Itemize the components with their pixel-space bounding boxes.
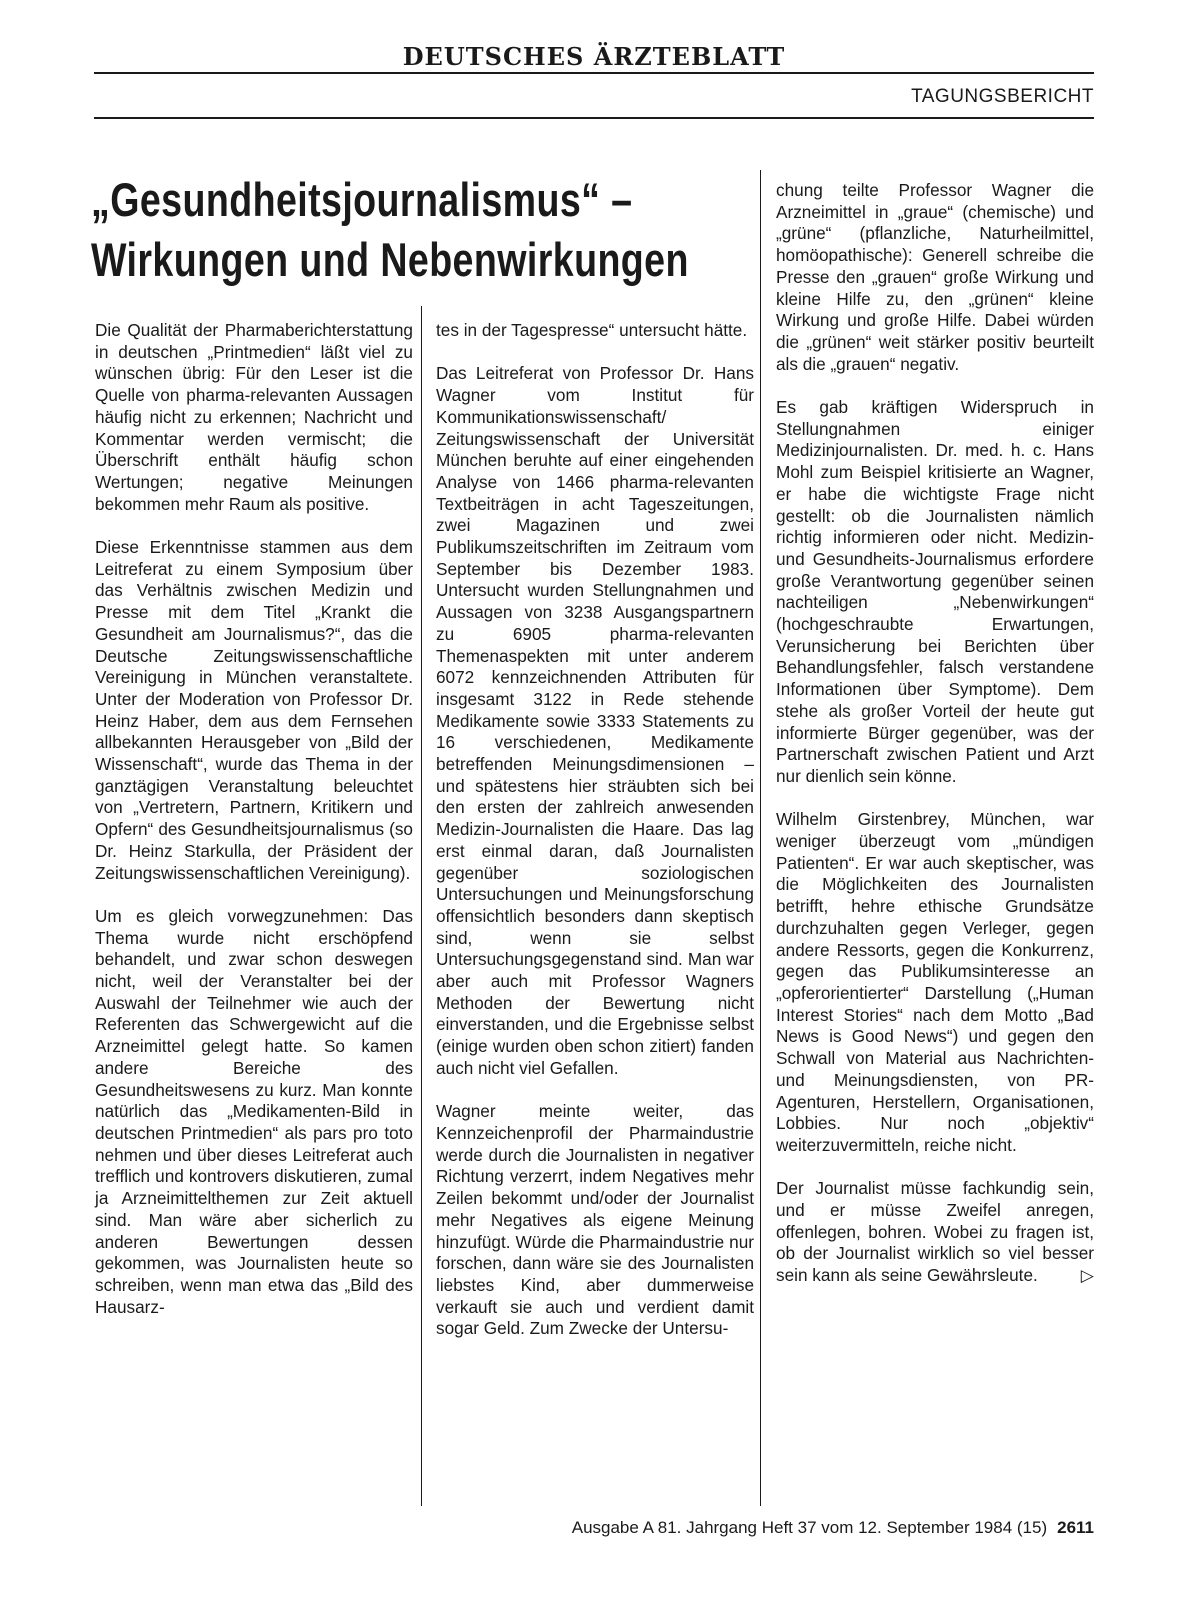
article-column-1 [95, 320, 413, 1340]
masthead: DEUTSCHES ÄRZTEBLATT [402, 42, 786, 71]
headline-line-1: „Gesundheitsjournalismus“ – [91, 173, 633, 226]
column-divider [760, 170, 761, 1506]
paragraph: Um es gleich vorwegzunehmen: Das Thema wurde nicht erschöpfend behandelt, und zwar schon deswegen nicht, weil der Veranstalter bei der Auswahl der Teilnehmer wie auch der Referenten das Schwergewicht auf die Arzneimittel gelegt hatte. So kamen andere Bereiche des Gesundheitswesens zu kurz. Man konnte natürlich das „Medikamenten-Bild in deutschen Printmedien“ als pars pro toto nehmen und über dieses Leitreferat auch trefflich und kontrovers diskutieren, zumal ja Arzneimittelthemen zur Zeit aktuell sind. Man wäre aber sicherlich zu anderen Bewertungen dessen gekommen, was Journalisten heute so schreiben, wenn man etwa das „Bild des Hausarz- [95, 905, 413, 1317]
headline-line-2: Wirkungen und Nebenwirkungen [91, 233, 689, 286]
paragraph: Wagner meinte weiter, das Kennzeichenprofil der Pharmaindustrie werde durch die Journalisten in negativer Richtung verzerrt, indem Negatives mehr Zeilen bekommt und/oder der Journalist mehr Negatives als eigene Meinung hinzufügt. Würde die Pharmaindustrie nur forschen, dann wäre sie des Journalisten liebstes Kind, aber dummerweise verkauft sie auch und verdient damit sogar Geld. Zum Zwecke der Untersu- [436, 1101, 754, 1339]
page-number: 2611 [1057, 1518, 1094, 1537]
issue-info: Ausgabe A 81. Jahrgang Heft 37 vom 12. September 1984 (15) [571, 1518, 1048, 1537]
continued-arrow-icon: ▷ [1080, 1265, 1094, 1286]
paragraph: Es gab kräftigen Widerspruch in Stellungnahmen einiger Medizinjournalisten. Dr. med. h. c. Hans Mohl zum Beispiel kritisierte an Wagner, er habe die wichtigste Frage nicht gestellt: ob die Journalisten nämlich richtig informieren oder nicht. Medizin- und Gesundheits-Journalismus erfordere große Verantwortung gegenüber seinen nachteiligen „Nebenwirkungen“ (hochgeschraubte Erwartungen, Verunsicherung bei Berichten über Behandlungsfehler, falsch verstandene Informationen über Symptome). Dem stehe als großer Vorteil der heute gut informierte Bürger gegenüber, was der Partnerschaft zwischen Patient und Arzt nur dienlich sein könne. [776, 397, 1094, 786]
section-label: TAGUNGSBERICHT [911, 86, 1094, 107]
paragraph: Das Leitreferat von Professor Dr. Hans Wagner vom Institut für Kommunikationswissenschaft/ Zeitungswissenschaft der Universität München beruhte auf einer eingehenden Analyse von 1466 pharma-relevanten Textbeiträgen in acht Tageszeitungen, zwei Magazinen und zwei Publikumszeitschriften im Zeitraum vom September bis Dezember 1983. Untersucht wurden Stellungnahmen und Aussagen von 3238 Ausgangspartnern zu 6905 pharma-relevanten Themenaspekten mit unter anderem 6072 kennzeichnenden Attributen für insgesamt 3122 in Rede stehende Medikamente sowie 3333 Statements zu 16 verschiedenen, Medikamente betreffenden Meinungsdimensionen – und spätestens hier sträubten sich bei den ersten der zahlreich anwesenden Medizin-Journalisten die Haare. Das lag erst einmal daran, daß Journalisten gegenüber soziologischen Untersuchungen und Meinungsforschung offensichtlich besonders dann skeptisch sind, wenn sie selbst Untersuchungsgegenstand sind. Man war aber auch mit Professor Wagners Methoden der Bewertung nicht einverstanden, und die Ergebnisse selbst (einige wurden oben schon zitiert) fanden auch nicht viel Gefallen. [436, 363, 754, 1078]
paragraph: chung teilte Professor Wagner die Arzneimittel in „graue“ (chemische) und „grüne“ (pflanzliche, Naturheilmittel, homöopathische): Generell schreibe die Presse den „grauen“ große Wirkung und kleine Hilfe zu, den „grünen“ kleine Wirkung und große Hilfe. Dabei würden die „grünen“ weit stärker positiv beurteilt als die „grauen“ negativ. [776, 180, 1094, 374]
paragraph: Die Qualität der Pharmaberichterstattung in deutschen „Printmedien“ läßt viel zu wünschen übrig: Für den Leser ist die Quelle von pharma-relevanten Aussagen häufig nicht zu erkennen; Nachricht und Kommentar werden vermischt; die Überschrift enthält häufig schon Wertungen; negative Meinungen bekommen mehr Raum als positive. [95, 320, 413, 514]
paragraph-text: Der Journalist müsse fachkundig sein, und er müsse Zweifel anregen, offenlegen, bohren. Wobei zu fragen ist, ob der Journalist wirklich so viel besser sein kann als seine Gewährsleute. [776, 1178, 1094, 1286]
page-footer [572, 1518, 1094, 1538]
article-headline [91, 170, 689, 290]
masthead-rule [94, 72, 1094, 74]
paragraph: Diese Erkenntnisse stammen aus dem Leitreferat zu einem Symposium über das Verhältnis zwischen Medizin und Presse mit dem Titel „Krankt die Gesundheit am Journalismus?“, das die Deutsche Zeitungswissenschaftliche Vereinigung in München veranstaltete. Unter der Moderation von Professor Dr. Heinz Haber, dem aus dem Fernsehen allbekannten Herausgeber von „Bild der Wissenschaft“, wurde das Thema in der ganztägigen Veranstaltung beleuchtet von „Vertretern, Partnern, Kritikern und Opfern“ des Gesundheitsjournalismus (so Dr. Heinz Starkulla, der Präsident der Zeitungswissenschaftlichen Vereinigung). [95, 537, 413, 883]
column-divider [421, 306, 422, 1506]
paragraph [776, 1178, 1094, 1287]
section-rule [94, 117, 1094, 119]
article-column-2 [436, 320, 754, 1362]
article-column-3 [776, 180, 1094, 1309]
paragraph: tes in der Tagespresse“ untersucht hätte. [436, 320, 748, 340]
paragraph: Wilhelm Girstenbrey, München, war weniger überzeugt vom „mündigen Patienten“. Er war auch skeptischer, was die Möglichkeiten des Journalisten betrifft, hehre ethische Grundsätze durchzuhalten gegen Verleger, gegen andere Ressorts, gegen die Konkurrenz, gegen das Publikumsinteresse an „opferorientierter“ Darstellung („Human Interest Stories“ nach dem Motto „Bad News is Good News“) und gegen den Schwall von Material aus Nachrichten- und Meinungsdiensten, von PR-Agenturen, Herstellern, Organisationen, Lobbies. Nur noch „objektiv“ weiterzuvermitteln, reiche nicht. [776, 809, 1094, 1155]
